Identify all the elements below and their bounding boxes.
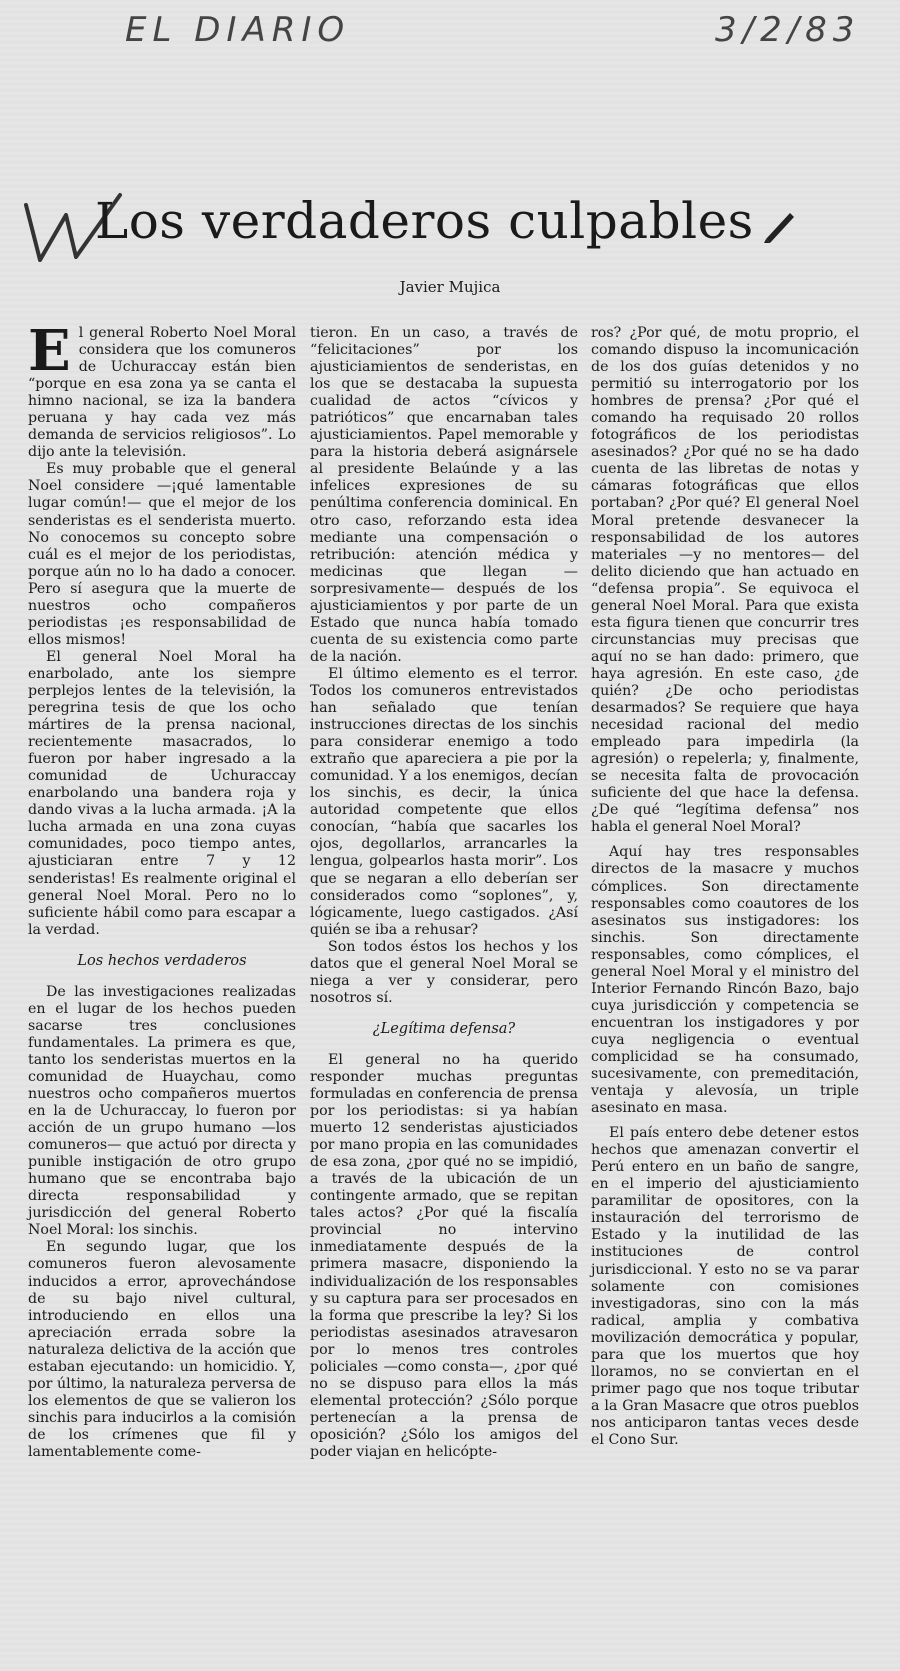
- paragraph: El general Noel Moral ha enarbolado, ante los siempre perplejos lentes de la televisión, la peregrina tesis de que los ocho mártires de la prensa nacional, recientemente masacrados, lo fueron por haber ingresado a la comunidad de Uchuraccay enarbolando una bandera roja y dando vivas a la lucha armada. ¡A la lucha armada en una zona cuyas comunidades, poco tiempo antes, ajusticiaran entre 7 y 12 senderistas! Es realmente original el general Noel Moral. Pero no lo suficiente hábil como para escapar a la verdad.: [28, 648, 296, 938]
- article-column-3: [591, 325, 859, 1449]
- drop-cap: E: [28, 318, 71, 384]
- paragraph: Son todos éstos los hechos y los datos que el general Noel Moral se niega a ver y considerar, pero nosotros sí.: [310, 938, 578, 1006]
- paragraph: En segundo lugar, que los comuneros fueron alevosamente inducidos a error, aprovechándose de su bajo nivel cultural, introduciendo en ellos una apreciación errada sobre la naturaleza delictiva de la acción que estaban ejecutando: un homicidio. Y, por último, la naturaleza perversa de los elementos de que se valieron los sinchis para inducirlos a la comisión de los crímenes que fil y lamentablemente come-: [28, 1239, 296, 1460]
- paragraph: El país entero debe detener estos hechos que amenazan convertir el Perú entero en un baño de sangre, en el imperio del ajusticiamiento paramilitar de opositores, con la instauración del terrorismo de Estado y la inutilidad de las instituciones de control jurisdiccional. Y esto no se va parar solamente con comisiones investigadoras, sino con la más radical, amplia y combativa movilización democrática y popular, para que los muertos que hoy lloramos, no se conviertan en el primer pago que nos toque tributar a la Gran Masacre que otros pueblos nos anticiparon tantas veces desde el Cono Sur.: [591, 1125, 859, 1448]
- pen-icon: [760, 205, 800, 245]
- paragraph: Aquí hay tres responsables directos de la masacre y muchos cómplices. Son directamente responsables como coautores de los asesinatos sus instigadores: los sinchis. Son directamente responsables, como cómplices, el general Noel Moral y el ministro del Interior Fernando Rincón Bazo, bajo cuya jurisdicción y competencia se encuentran los instigadores y por cuya negligencia o eventual complicidad se ha consumado, sucesivamente, con premeditación, ventaja y alevosía, un triple asesinato en masa.: [591, 844, 859, 1117]
- section-subheading: Los hechos verdaderos: [77, 952, 247, 969]
- paragraph: El último elemento es el terror. Todos los comuneros entrevistados han señalado que tenían instrucciones directas de los sinchis para considerar enemigo a todo extraño que apareciera a pie por la comunidad. Y a los enemigos, decían los sinchis, es decir, la única autoridad competente que ellos conocían, “había que sacarles los ojos, degollarlos, arrancarles la lengua, golpearlos hasta morir”. Los que se negaran a ello deberían ser considerados como “soplones”, y, lógicamente, luego castigados. ¿Así quién se iba a rehusar?: [310, 665, 578, 938]
- section-subheading: ¿Legítima defensa?: [372, 1020, 516, 1037]
- author-byline: Javier Mujica: [399, 278, 501, 296]
- paragraph: ros? ¿Por qué, de motu proprio, el comando dispuso la incomunicación de los dos guías detenidos y no permitió su interrogatorio por los hombres de prensa? ¿Por qué el comando ha requisado 20 rollos fotográficos de los periodistas asesinados? ¿Por qué no se ha dado cuenta de las libretas de notas y cámaras fotográficas que ellos portaban? ¿Por qué? El general Noel Moral pretende desvanecer la responsabilidad de los autores materiales —y no mentores— del delito diciendo que han actuado en “defensa propia”. Se equivoca el general Noel Moral. Para que exista esta figura tienen que concurrir tres circunstancias muy precisas que aquí no se han dado: primero, que haya agresión. En este caso, ¿de quién? ¿De ocho periodistas desarmados? Se requiere que haya necesidad racional del medio empleado para impedirla (la agresión) o repelerla; y, finalmente, se necesita falta de provocación suficiente del que hace la defensa. ¿De qué “legítima defensa” nos habla el general Noel Moral?: [591, 325, 859, 836]
- paragraph: l general Roberto Noel Moral considera que los comuneros de Uchuraccay están bien “porque en esa zona ya se canta el himno nacional, se iza la bandera peruana y hay cada vez más demanda de servicios religiosos”. Lo dijo ante la televisión.: [28, 325, 296, 461]
- paragraph: Es muy probable que el general Noel considere —¡qué lamentable lugar común!— que el mejor de los senderistas es el senderista muerto. No conocemos su concepto sobre cuál es el mejor de los periodistas, porque aún no lo ha dado a conocer. Pero sí asegura que la muerte de nuestros ocho compañeros periodistas ¡es responsabilidad de ellos mismos!: [28, 461, 296, 648]
- article-title: Los verdaderos culpables: [95, 192, 754, 250]
- paragraph: tieron. En un caso, a través de “felicitaciones” por los ajusticiamientos de senderistas, en los que se destacaba la supuesta cualidad de actos “cívicos y patrióticos” que encarnaban tales ajusticiamientos. Papel memorable y para la historia deberá asignársele al presidente Belaúnde y a las infelices expresiones de su penúltima conferencia dominical. En otro caso, reforzando esta idea mediante una compensación o retribución: atención médica y medicinas que llegan —sorpresivamente— después de los ajusticiamientos y por parte de un Estado que nunca había tomado cuenta de su existencia como parte de la nación.: [310, 325, 578, 665]
- paragraph: De las investigaciones realizadas en el lugar de los hechos pueden sacarse tres conclusiones fundamentales. La primera es que, tanto los senderistas muertos en la comunidad de Huaychau, como nuestros ocho compañeros muertos en la de Uchuraccay, lo fueron por acción de un grupo humano —los comuneros— que actuó por directa y punible instigación de otro grupo humano que se encontraba bajo directa responsabilidad y jurisdicción del general Roberto Noel Moral: los sinchis.: [28, 983, 296, 1239]
- handwritten-newspaper-name: EL DIARIO: [125, 10, 351, 50]
- paragraph: El general no ha querido responder muchas preguntas formuladas en conferencia de prensa por los periodistas: si ya habían muerto 12 senderistas ajusticiados por mano propia en las comunidades de esa zona, ¿por qué no se impidió, a través de la ubicación de un contingente armado, que se repitan tales actos? ¿Por qué la fiscalía provincial no intervino inmediatamente después de la primera masacre, disponiendo la individualización de los responsables y su captura para ser procesados en la forma que prescribe la ley? Si los periodistas asesinados atravesaron por lo menos tres controles policiales —como consta—, ¿por qué no se dispuso para ellos la más elemental protección? ¿Sólo porque pertenecían a la prensa de oposición? ¿Sólo los amigos del poder viajan en helicópte-: [310, 1051, 578, 1460]
- article-column-2: [310, 325, 578, 1461]
- handwritten-date: 3/2/83: [715, 10, 861, 50]
- article-column-1: [28, 318, 296, 1461]
